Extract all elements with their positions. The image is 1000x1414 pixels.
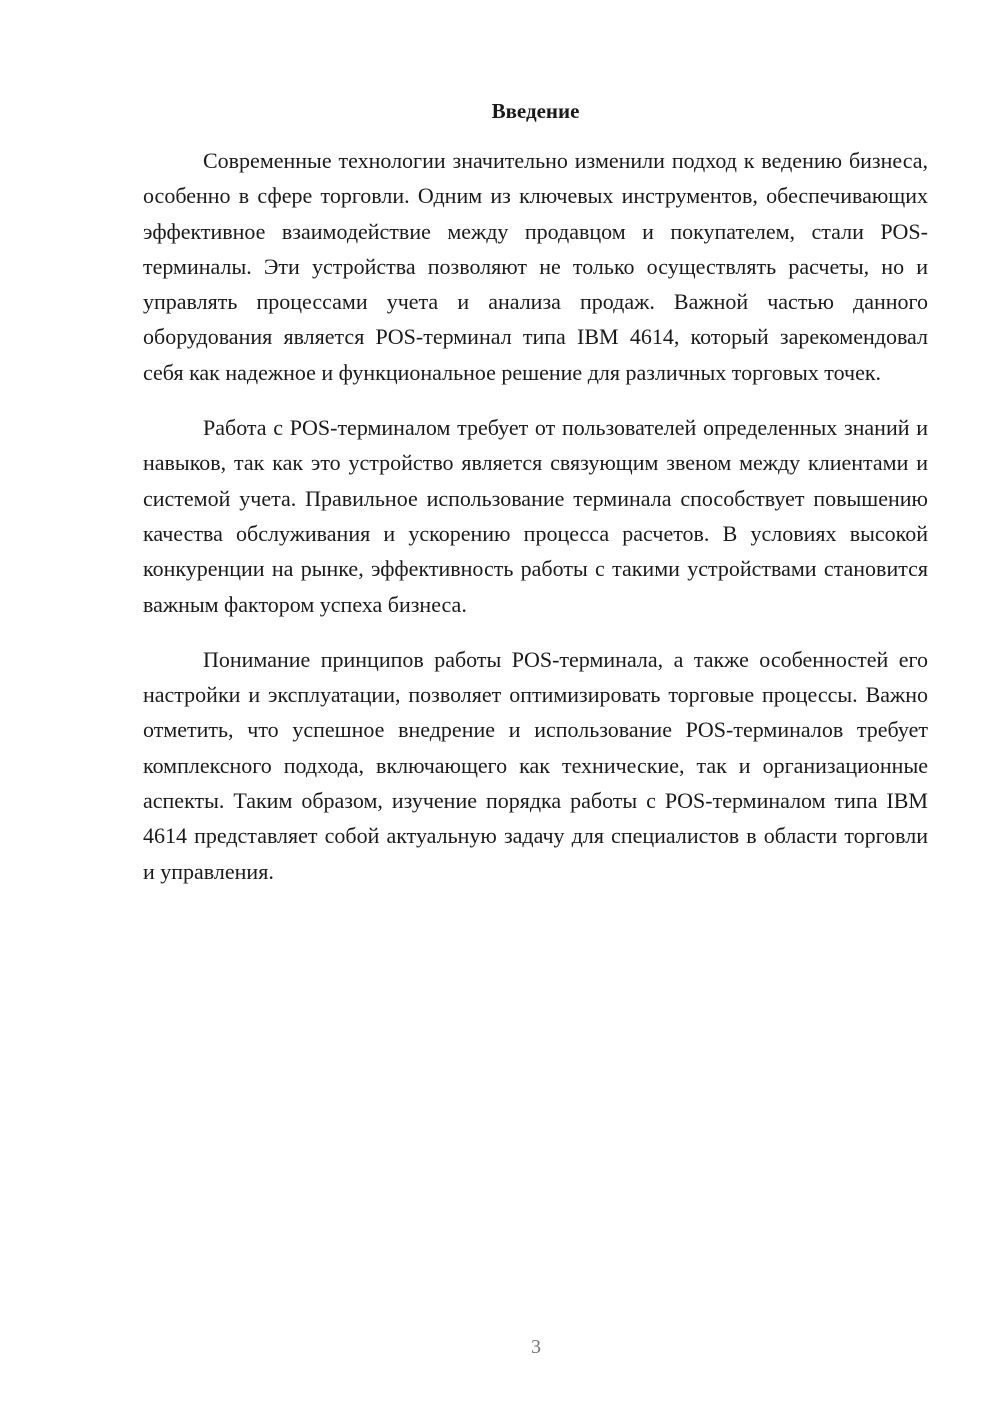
paragraph-1: Современные технологии значительно изменили подход к ведению бизнеса, особенно в сфере торговли. Одним из ключевых инструментов, обеспечивающих эффективное взаимодействие между продавцом и покупателем, стали POS-терминалы. Эти устройства позволяют не только осуществлять расчеты, но и управлять процессами учета и анализа продаж. Важной частью данного оборудования является POS-терминал типа IBM 4614, который зарекомендовал себя как надежное и функциональное решение для различных торговых точек. — [143, 148, 928, 385]
page-number: 3 — [531, 1336, 541, 1358]
body-text — [143, 143, 928, 909]
paragraph-3: Понимание принципов работы POS-терминала, а также особенностей его настройки и эксплуатации, позволяет оптимизировать торговые процессы. Важно отметить, что успешное внедрение и использование POS-терминалов требует комплексного подхода, включающего как технические, так и организационные аспекты. Таким образом, изучение порядка работы с POS-терминалом типа IBM 4614 представляет собой актуальную задачу для специалистов в области торговли и управления. — [143, 646, 928, 884]
paragraph-2: Работа с POS-терминалом требует от пользователей определенных знаний и навыков, так как это устройство является связующим звеном между клиентами и системой учета. Правильное использование терминала способствует повышению качества обслуживания и ускорению процесса расчетов. В условиях высокой конкуренции на рынке, эффективность работы с такими устройствами становится важным фактором успеха бизнеса. — [143, 415, 928, 617]
section-title: Введение — [491, 99, 580, 123]
